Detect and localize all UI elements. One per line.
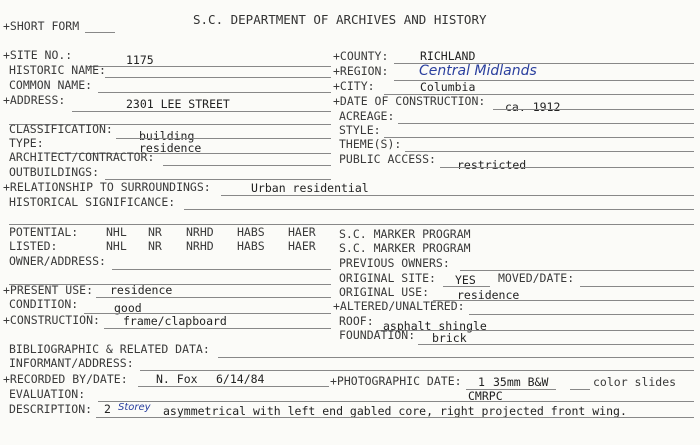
original-site-label: ORIGINAL SITE: (339, 271, 436, 285)
present-use-label: +PRESENT USE: (3, 283, 94, 297)
construction-value: frame/clapboard (123, 314, 227, 328)
recorded-date-value: 6/14/84 (216, 372, 265, 386)
description-text: asymmetrical with left end gabled core, right projected front wing. (163, 404, 627, 418)
moved-date-line (580, 286, 694, 287)
roof-line (377, 330, 694, 331)
color-slides-line (570, 389, 590, 390)
owner-label: OWNER/ADDRESS: (9, 254, 106, 268)
listed-marker: S.C. MARKER PROGRAM (339, 241, 471, 255)
acreage-line (398, 123, 694, 124)
surroundings-label: +RELATIONSHIP TO SURROUNDINGS: (3, 180, 211, 194)
site-no-label: +SITE NO.: (3, 48, 73, 62)
moved-date-label: MOVED/DATE: (498, 271, 575, 285)
foundation-line (418, 344, 694, 345)
significance-label: HISTORICAL SIGNIFICANCE: (9, 195, 176, 209)
altered-line (469, 314, 694, 315)
foundation-value: brick (432, 331, 467, 345)
listed-haer: HAER (288, 239, 316, 253)
bibliographic-line (218, 357, 694, 358)
architect-label: ARCHITECT/CONTRACTOR: (9, 150, 155, 164)
classification-label: CLASSIFICATION: (9, 122, 113, 136)
outbuildings-label: OUTBUILDINGS: (9, 165, 100, 179)
listed-habs: HABS (237, 239, 265, 253)
potential-label: POTENTIAL: (9, 225, 79, 239)
public-access-value: restricted (457, 158, 527, 172)
condition-label: CONDITION: (9, 297, 79, 311)
listed-nrhd: NRHD (186, 239, 214, 253)
previous-owners-label: PREVIOUS OWNERS: (339, 256, 450, 270)
construction-line (104, 328, 331, 329)
original-use-label: ORIGINAL USE: (339, 285, 430, 299)
listed-nr: NR (148, 239, 162, 253)
date-value: ca. 1912 (505, 100, 561, 114)
architect-line (163, 165, 331, 166)
historic-name-line (105, 77, 331, 78)
evaluation-label: EVALUATION: (9, 387, 86, 401)
type-label: TYPE: (9, 136, 44, 150)
style-line (384, 137, 694, 138)
region-value: Central Midlands (419, 63, 537, 79)
date-label: +DATE OF CONSTRUCTION: (333, 94, 486, 108)
original-site-line (443, 286, 490, 287)
classification-line (116, 138, 331, 139)
description-line (96, 417, 694, 418)
description-label: DESCRIPTION: (9, 402, 93, 416)
themes-line (405, 151, 694, 152)
county-value: RICHLAND (420, 49, 476, 63)
description-num: 2 (104, 402, 111, 416)
classification-value: building (139, 129, 195, 143)
evaluation-line (98, 401, 694, 402)
listed-nhl: NHL (106, 239, 127, 253)
roof-label: ROOF: (339, 314, 374, 328)
photo-date-label: +PHOTOGRAPHIC DATE: (330, 374, 462, 388)
common-name-line (98, 92, 331, 93)
themes-label: THEME(S): (339, 137, 402, 151)
significance-line (184, 209, 694, 210)
address-value: 2301 LEE STREET (126, 97, 230, 111)
address-label: +ADDRESS: (3, 93, 66, 107)
bibliographic-label: BIBLIOGRAPHIC & RELATED DATA: (9, 342, 210, 356)
acreage-label: ACREAGE: (339, 109, 395, 123)
potential-habs: HABS (237, 225, 265, 239)
public-access-line (440, 167, 694, 168)
informant-label: INFORMANT/ADDRESS: (9, 356, 134, 370)
site-no-value: 1175 (126, 53, 154, 67)
description-handwritten: Storey (118, 402, 151, 413)
public-access-label: PUBLIC ACCESS: (339, 152, 436, 166)
city-value: Columbia (420, 80, 476, 94)
original-use-value: residence (457, 288, 520, 302)
surroundings-line (221, 195, 694, 196)
photo-type-value: 35mm B&W (493, 375, 549, 389)
recorded-by-value: N. Fox (156, 372, 198, 386)
style-label: STYLE: (339, 123, 381, 137)
present-use-line (96, 297, 331, 298)
surroundings-value: Urban residential (251, 181, 369, 195)
common-name-label: COMMON NAME: (9, 78, 93, 92)
present-use-value: residence (110, 283, 173, 297)
altered-label: +ALTERED/UNALTERED: (333, 299, 465, 313)
original-use-line (433, 300, 694, 301)
potential-marker: S.C. MARKER PROGRAM (339, 227, 471, 241)
condition-value: good (114, 301, 142, 315)
evaluation-value: CMRPC (468, 389, 503, 403)
historic-name-label: HISTORIC NAME: (9, 63, 106, 77)
region-label: +REGION: (333, 64, 389, 78)
informant-line (140, 370, 694, 371)
site-no-line (88, 66, 331, 67)
short-form-line (85, 32, 115, 33)
listed-label: LISTED: (9, 239, 58, 253)
agency-title: S.C. DEPARTMENT OF ARCHIVES AND HISTORY (193, 12, 487, 27)
original-site-value: YES (455, 273, 476, 287)
short-form-label: +SHORT FORM (3, 19, 80, 33)
photo-num-value: 1 (478, 375, 485, 389)
date-line (493, 109, 694, 110)
type-value: residence (139, 141, 202, 155)
recorded-line (138, 386, 329, 387)
foundation-label: FOUNDATION: (339, 328, 416, 342)
county-label: +COUNTY: (333, 49, 389, 63)
potential-haer: HAER (288, 225, 316, 239)
construction-label: +CONSTRUCTION: (3, 313, 100, 327)
color-slides-label: color slides (593, 375, 677, 389)
roof-value: asphalt shingle (383, 319, 487, 333)
address-line (72, 111, 331, 112)
city-label: +CITY: (333, 79, 375, 93)
owner-line (112, 269, 331, 270)
potential-nhl: NHL (106, 225, 127, 239)
previous-owners-line (460, 270, 694, 271)
potential-nr: NR (148, 225, 162, 239)
potential-nrhd: NRHD (186, 225, 214, 239)
recorded-label: +RECORDED BY/DATE: (3, 372, 128, 386)
